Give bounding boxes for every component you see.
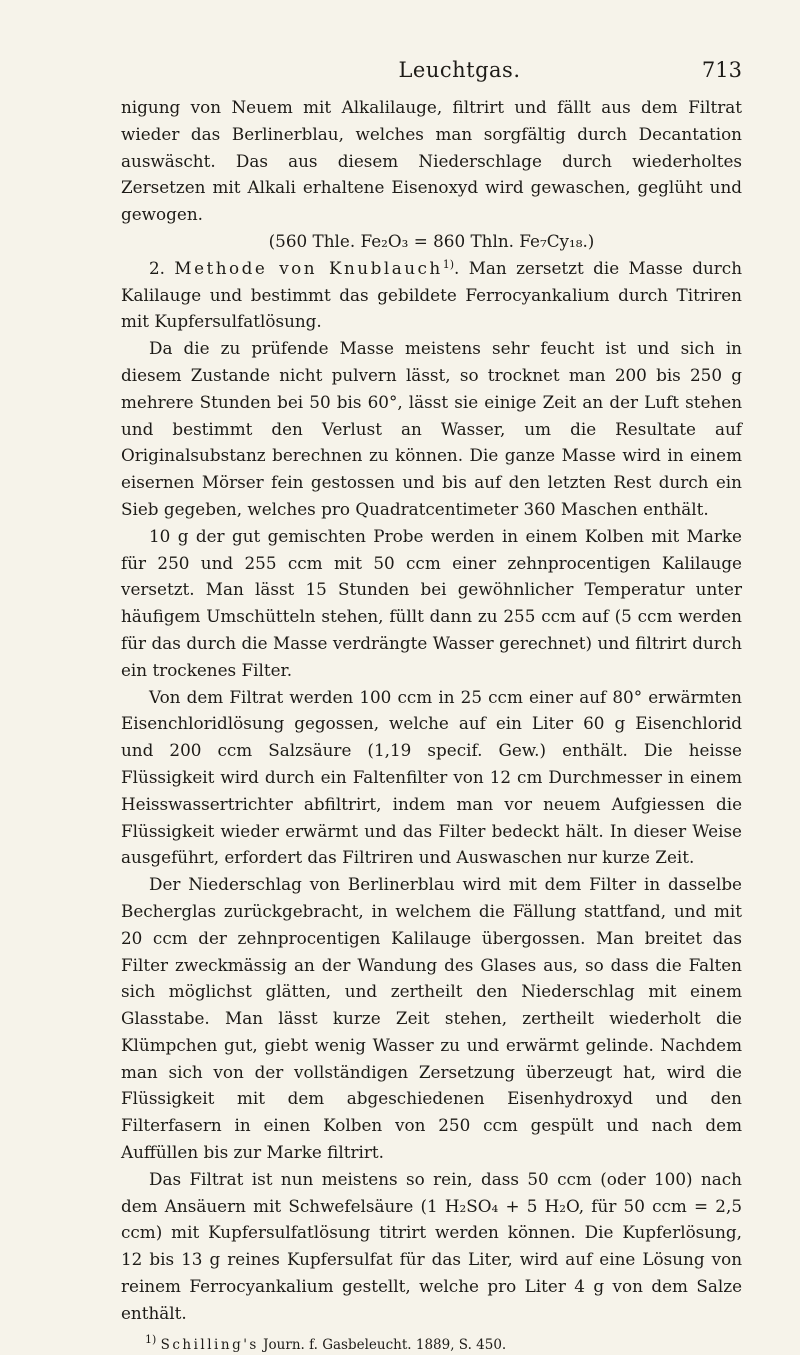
footnote-text: Journ. f. Gasbeleucht. 1889, S. 450. xyxy=(263,1336,507,1353)
body-text xyxy=(121,94,742,1327)
method-name: Methode von Knublauch xyxy=(174,257,443,278)
footnote-reference[interactable]: 1) xyxy=(442,257,455,271)
formula-line: (560 Thle. Fe₂O₃ = 860 Thln. Fe₇Cy₁₈.) xyxy=(268,230,595,251)
paragraph-method-2: 2. Methode von Knublauch$^{1)}$. Man zersetzt die Masse durch Kalilauge und bestimmt das gebildete Ferrocyankalium durch Titriren mit Kupfersulfatlösung. xyxy=(121,257,742,332)
page-number: 713 xyxy=(701,58,742,82)
footnote-author: Schilling's xyxy=(160,1336,259,1353)
paragraph-1: nigung von Neuem mit Alkalilauge, filtrirt und fällt aus dem Filtrat wieder das Berlinerblau, welches man sorgfältig durch Decantation auswäscht. Das aus diesem Niederschlage durch wiederholtes Zersetzen mit Alkali erhaltene Eisenoxyd wird gewaschen, geglüht und gewogen. xyxy=(121,97,742,225)
paragraph-6: Der Niederschlag von Berlinerblau wird mit dem Filter in dasselbe Becherglas zurückgebracht, in welchem die Fällung stattfand, und mit 20 ccm der zehnprocentigen Kalilauge übergossen. Man breitet das Filter zweckmässig an der Wandung des Glases aus, so dass die Falten sich möglichst glätten, und zertheilt den Niederschlag mit einem Glasstabe. Man lässt kurze Zeit stehen, zertheilt wiederholt die Klümpchen gut, giebt wenig Wasser zu und erwärmt gelinde. Nachdem man sich von der vollständigen Zersetzung überzeugt hat, wird die Flüssigkeit mit dem abgeschiedenen Eisenhydroxyd und den Filterfasern in einen Kolben von 250 ccm gespült und nach dem Auffüllen bis zur Marke filtrirt. xyxy=(121,874,742,1163)
method-description: Man zersetzt die Masse durch Kalilauge und bestimmt das gebildete Ferrocyankalium durch Titriren mit Kupfersulfatlösung. xyxy=(121,257,742,332)
footnote xyxy=(121,1332,742,1355)
paragraph-5: Von dem Filtrat werden 100 ccm in 25 ccm einer auf 80° erwärmten Eisenchloridlösung gegossen, welche auf ein Liter 60 g Eisenchlorid und 200 ccm Salzsäure (1,19 specif. Gew.) enthält. Die heisse Flüssigkeit wird durch ein Faltenfilter von 12 cm Durchmesser in einem Heisswassertrichter abfiltrirt, indem man vor neuem Aufgiessen die Flüssigkeit wieder erwärmt und das Filter bedeckt hält. In dieser Weise ausgeführt, erfordert das Filtriren und Auswaschen nur kurze Zeit. xyxy=(121,686,742,868)
method-number: 2. xyxy=(149,257,166,278)
running-title: Leuchtgas. xyxy=(398,58,521,82)
paragraph-3: Da die zu prüfende Masse meistens sehr feucht ist und sich in diesem Zustande nicht pulvern lässt, so trocknet man 200 bis 250 g mehrere Stunden bei 50 bis 60°, lässt sie einige Zeit an der Luft stehen und bestimmt den Verlust an Wasser, um die Resultate auf Originalsubstanz berechnen zu können. Die ganze Masse wird in einem eisernen Mörser fein gestossen und bis auf den letzten Rest durch ein Sieb gegeben, welches pro Quadratcentimeter 360 Maschen enthält. xyxy=(121,338,742,519)
paragraph-7: Das Filtrat ist nun meistens so rein, dass 50 ccm (oder 100) nach dem Ansäuern mit Schwefelsäure (1 H₂SO₄ + 5 H₂O, für 50 ccm = 2,5 ccm) mit Kupfersulfatlösung titrirt werden können. Die Kupferlösung, 12 bis 13 g reines Kupfersulfat für das Liter, wird auf eine Lösung von reinem Ferrocyankalium gestellt, welche pro Liter 4 g von dem Salze enthält. xyxy=(121,1168,742,1323)
paragraph-4: 10 g der gut gemischten Probe werden in einem Kolben mit Marke für 250 und 255 ccm mit 50 ccm einer zehnprocentigen Kalilauge versetzt. Man lässt 15 Stunden bei gewöhnlicher Temperatur unter häufigem Umschütteln stehen, füllt dann zu 255 ccm auf (5 ccm werden für das durch die Masse verdrängte Wasser gerechnet) und filtrirt durch ein trockenes Filter. xyxy=(121,525,742,680)
footnote-mark: 1) xyxy=(145,1332,157,1346)
page-header xyxy=(121,58,742,94)
